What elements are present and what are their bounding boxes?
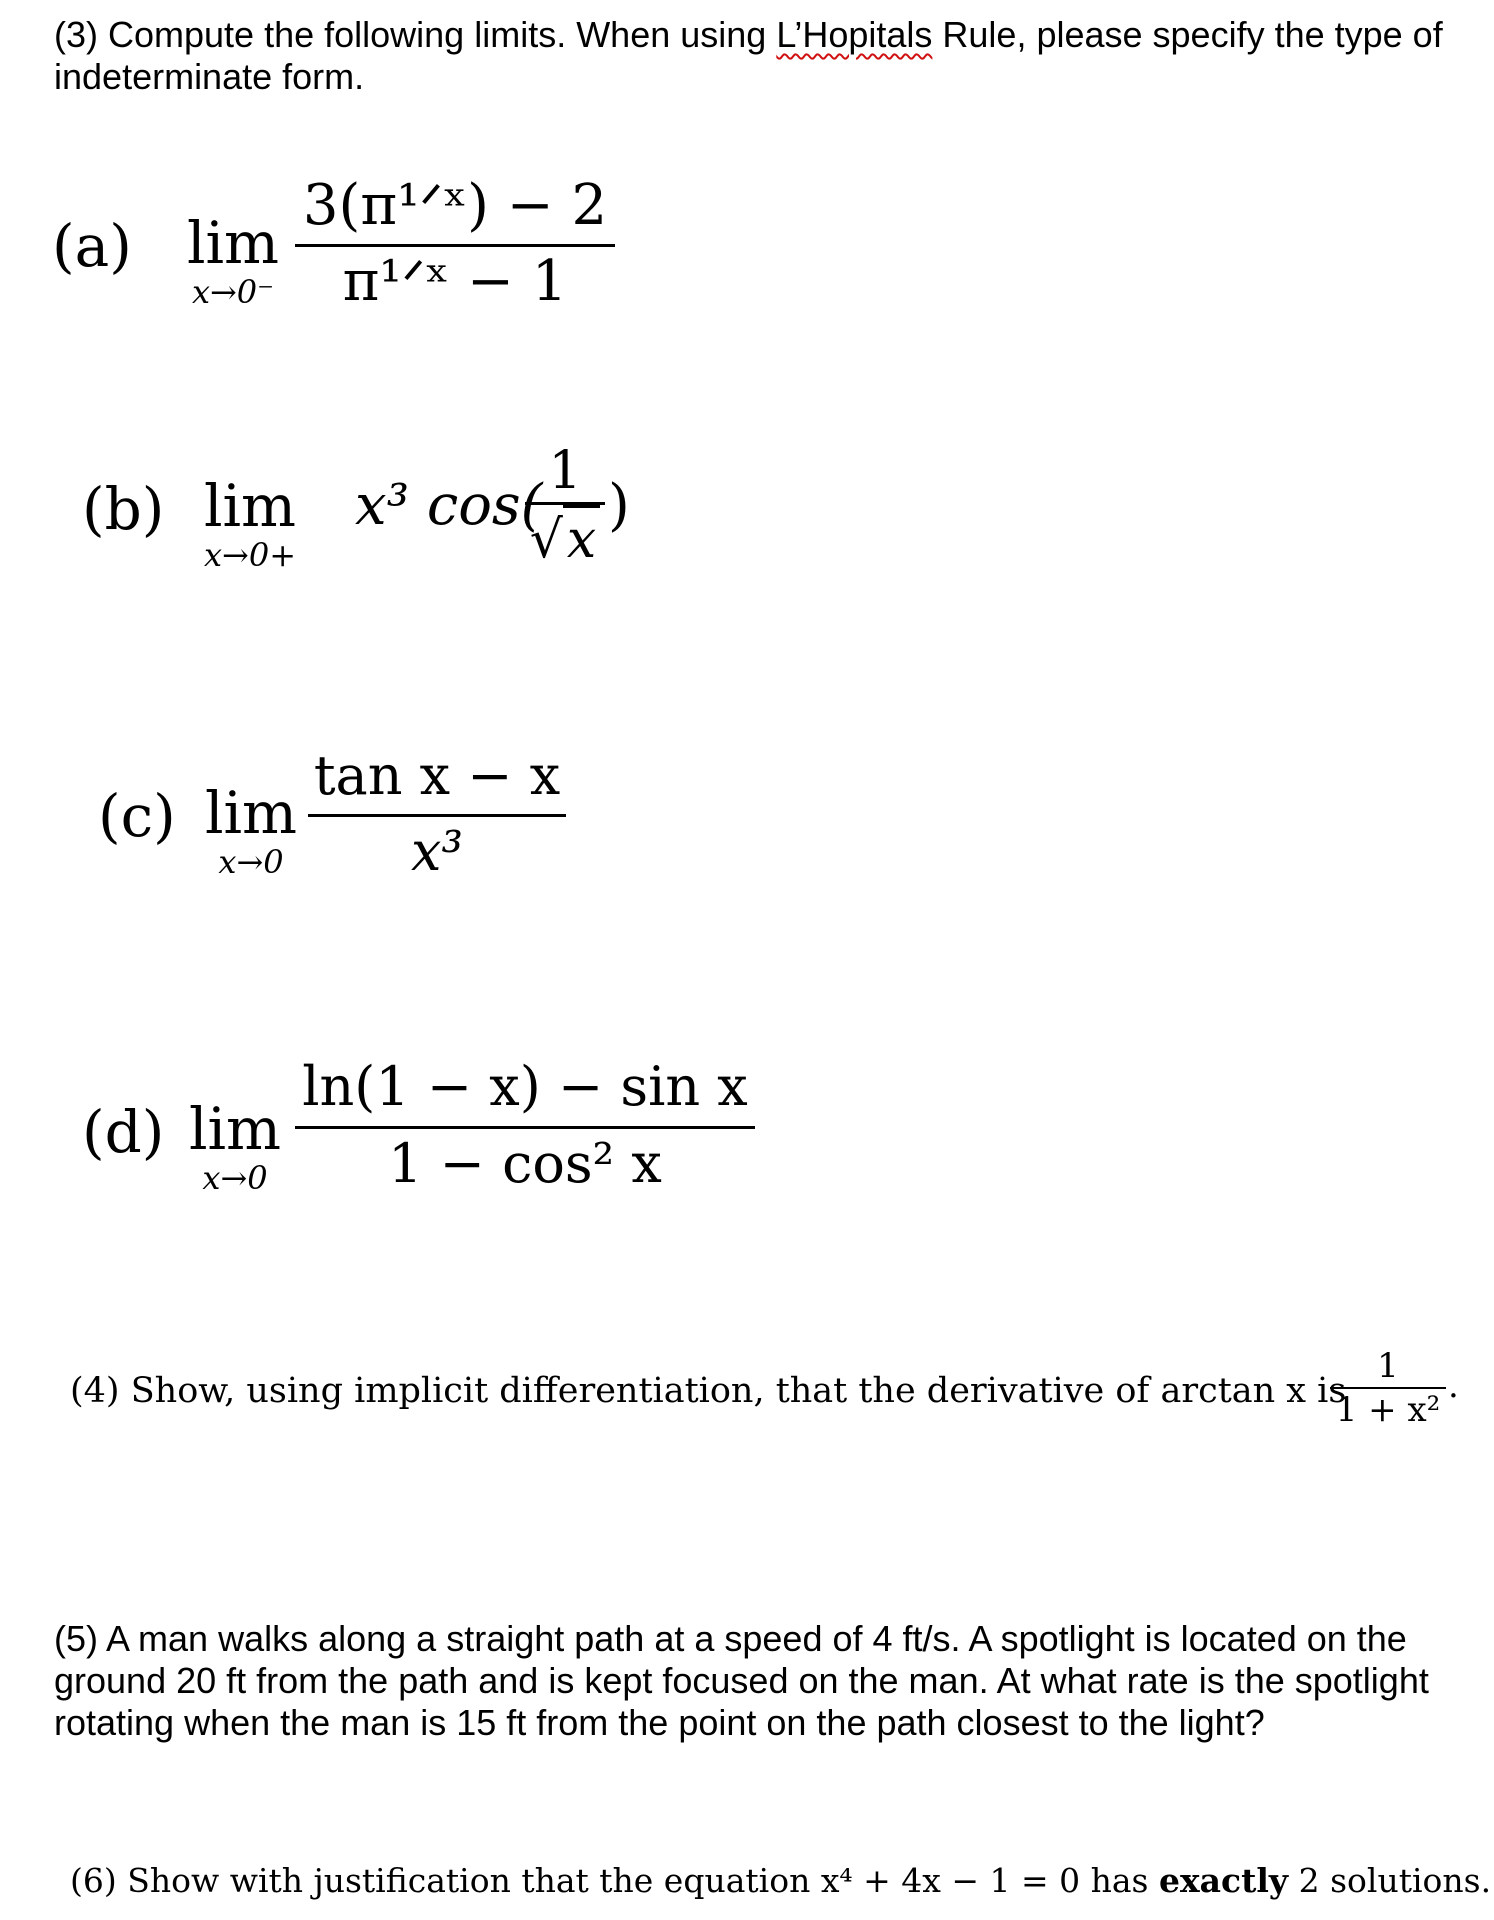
problem-4-period: . bbox=[1448, 1366, 1459, 1406]
part-c-limit bbox=[196, 779, 306, 881]
sqrt-icon: √ bbox=[529, 510, 563, 570]
part-a-numerator: 3(π¹ᐟˣ) − 2 bbox=[302, 173, 608, 238]
problem-5-line-1: (5) A man walks along a straight path at a speed of 4 ft/s. A spotlight is located on the bbox=[54, 1618, 1407, 1659]
problem-4-denominator: 1 + x² bbox=[1335, 1390, 1441, 1430]
part-c-label: (c) bbox=[98, 782, 176, 850]
part-b-lim-word: lim bbox=[203, 472, 297, 540]
part-b-expression-lead: x³ cos( bbox=[355, 473, 543, 538]
part-d-numerator: ln(1 − x) − sin x bbox=[302, 1055, 748, 1118]
part-a-label: (a) bbox=[52, 212, 132, 280]
part-d-denominator: 1 − cos² x bbox=[388, 1132, 662, 1195]
part-d-fraction bbox=[295, 1048, 755, 1199]
part-d-lim-word: lim bbox=[188, 1095, 282, 1163]
part-c-denominator: x³ bbox=[410, 820, 464, 883]
part-b-expression-tail: ) bbox=[608, 473, 630, 538]
problem-6 bbox=[70, 1860, 1491, 1902]
problem-4-text: (4) Show, using implicit differentiation, that the derivative of arctan x is bbox=[70, 1371, 1347, 1411]
problem-6-text-start: (6) Show with justification that the equation x⁴ + 4x − 1 = 0 has bbox=[70, 1861, 1149, 1900]
part-c-lim-word: lim bbox=[204, 779, 298, 847]
problem-4-fraction bbox=[1330, 1345, 1446, 1431]
part-c-lim-subscript: x→0 bbox=[218, 843, 284, 881]
part-b-inner-denominator: √x bbox=[525, 505, 605, 572]
part-d-label: (d) bbox=[82, 1098, 165, 1166]
part-b-limit bbox=[180, 472, 320, 574]
part-b-label: (b) bbox=[82, 475, 165, 543]
part-c-fraction bbox=[308, 738, 566, 887]
problem-6-emphasis: exactly bbox=[1159, 1861, 1289, 1900]
part-d-lim-subscript: x→0 bbox=[202, 1159, 268, 1197]
problem-6-text-end: 2 solutions. bbox=[1298, 1861, 1492, 1900]
problem-5-line-3: rotating when the man is 15 ft from the point on the path closest to the light? bbox=[54, 1702, 1265, 1743]
problem-4-numerator: 1 bbox=[1377, 1346, 1399, 1386]
problem-3-intro bbox=[54, 14, 1443, 98]
part-a-limit bbox=[148, 209, 318, 311]
part-d-limit bbox=[180, 1095, 290, 1197]
problem-3-intro-line-1: (3) Compute the following limits. When using L’Hopitals Rule, please specify the type of bbox=[54, 14, 1443, 55]
part-b-lim-subscript: x→0+ bbox=[203, 536, 297, 574]
part-a-lim-word: lim bbox=[186, 209, 280, 277]
part-a-denominator: π¹ᐟˣ − 1 bbox=[342, 249, 568, 314]
problem-3-intro-line-2: indeterminate form. bbox=[54, 56, 365, 97]
problem-5 bbox=[54, 1618, 1429, 1744]
part-c-numerator: tan x − x bbox=[313, 744, 561, 807]
part-b-inner-fraction bbox=[525, 440, 605, 572]
problem-5-line-2: ground 20 ft from the path and is kept focused on the man. At what rate is the spotlight bbox=[54, 1660, 1429, 1701]
part-b-inner-numerator: 1 bbox=[548, 441, 582, 501]
part-a-fraction bbox=[295, 168, 615, 317]
part-a-lim-subscript: x→0⁻ bbox=[191, 273, 275, 311]
rule-name-misspelled: L’Hopitals bbox=[776, 14, 933, 55]
